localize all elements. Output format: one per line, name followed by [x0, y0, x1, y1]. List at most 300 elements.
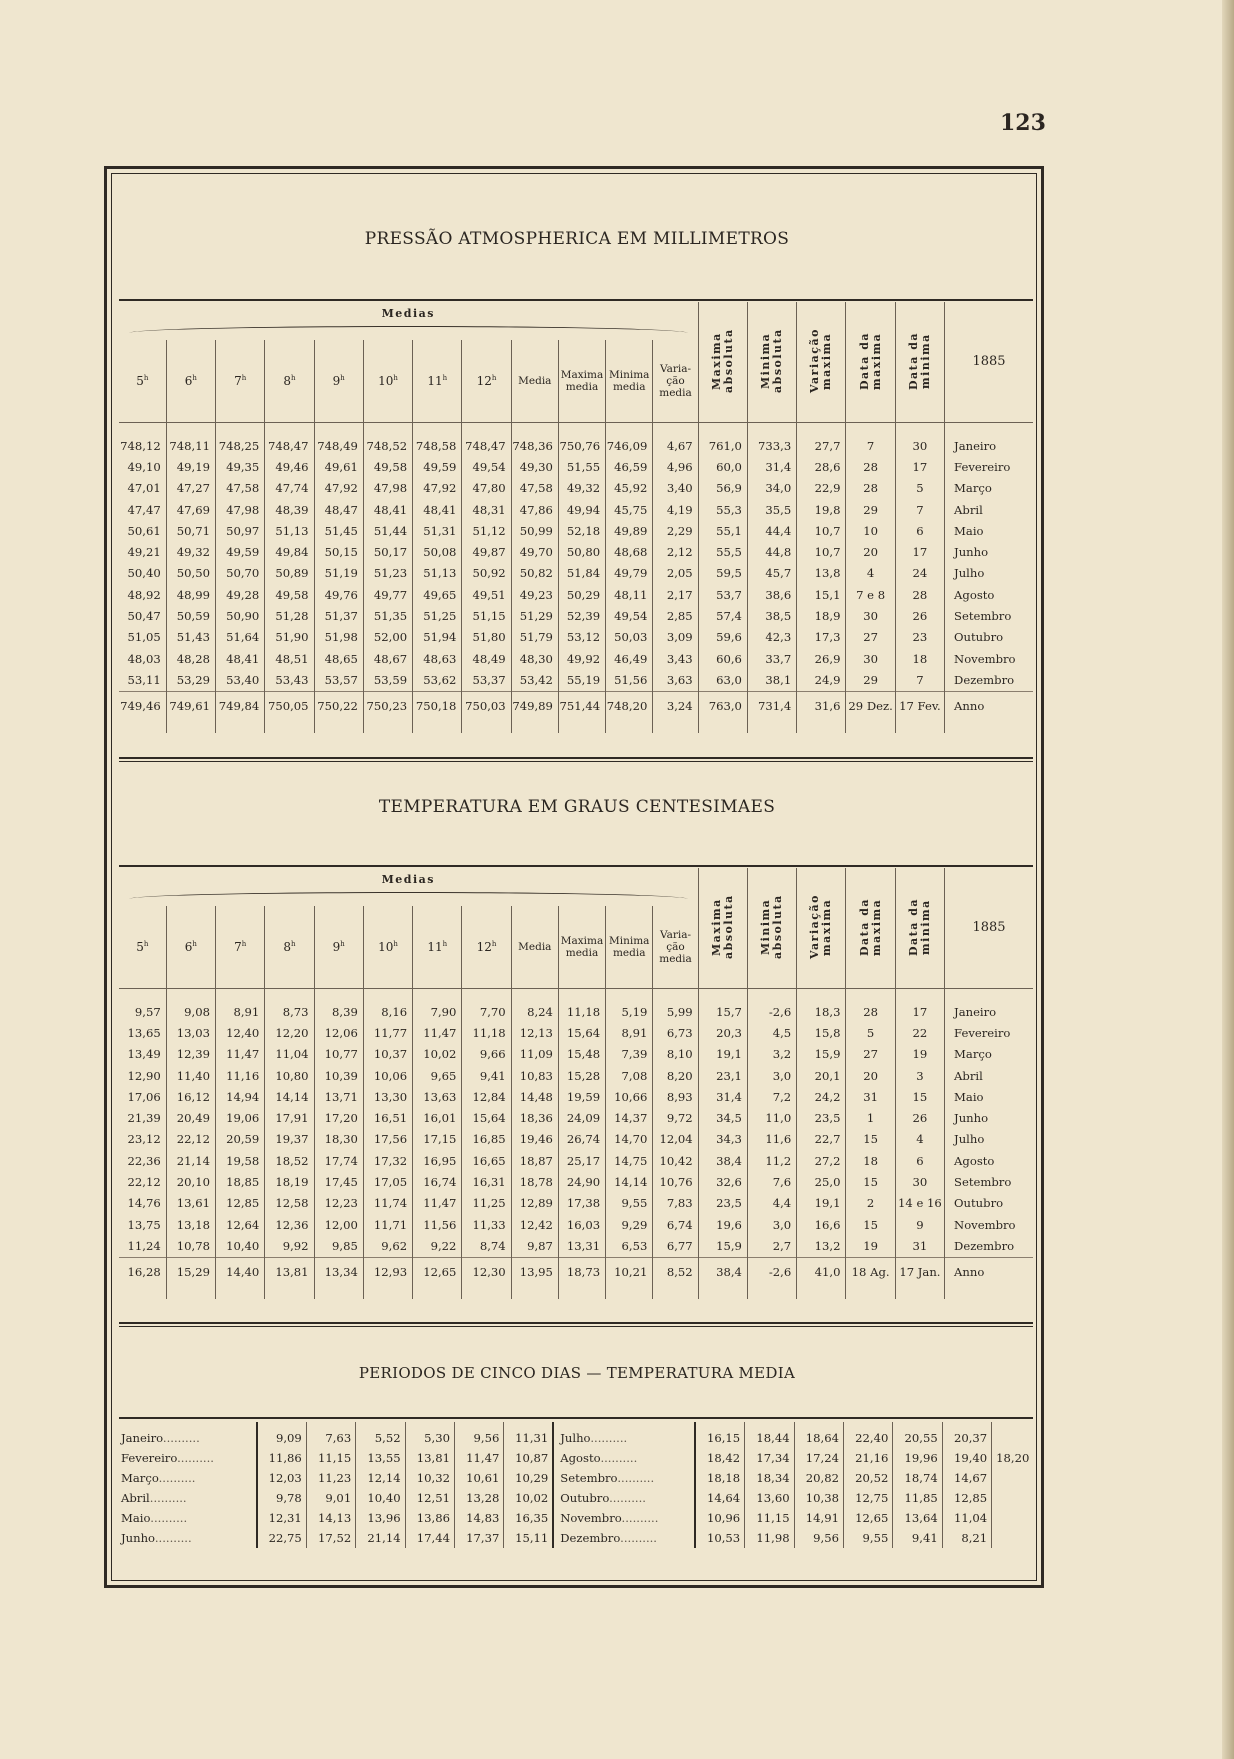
temperature-value-cell: 6,73 — [653, 1022, 698, 1043]
pressure-value-cell: 49,30 — [511, 456, 558, 477]
pressure-col-header-14 — [797, 302, 846, 423]
pressure-value-cell: 55,5 — [698, 541, 747, 562]
pressure-value-cell: 2,29 — [653, 520, 698, 541]
pressure-row — [119, 435, 1033, 456]
pressure-value-cell: 49,23 — [511, 584, 558, 605]
pressure-hour-sup-4: h — [340, 374, 345, 382]
temperature-value-cell: 19,06 — [216, 1107, 265, 1128]
temperature-value-cell: 5,19 — [606, 1001, 653, 1022]
pressure-medias-label: Medias — [381, 307, 435, 320]
temperature-value-cell: 18,78 — [511, 1171, 558, 1192]
temperature-value-cell: 18,52 — [265, 1150, 314, 1171]
periods-value-cell: 5,30 — [405, 1422, 454, 1448]
temperature-value-cell: 7,83 — [653, 1193, 698, 1214]
pressure-spacer-cell — [511, 423, 558, 436]
pressure-annual-value: 31,6 — [797, 691, 846, 721]
periods-value-cell: 13,28 — [454, 1488, 503, 1508]
temperature-value-cell: 20,3 — [698, 1022, 747, 1043]
periods-value-cell: 12,51 — [405, 1488, 454, 1508]
temperature-value-cell: 15,48 — [558, 1044, 605, 1065]
pressure-hour-3: 8 — [283, 374, 291, 388]
pressure-spacer-cell — [606, 423, 653, 436]
periods-value-cell: 13,86 — [405, 1508, 454, 1528]
periods-row — [119, 1508, 1033, 1528]
pressure-value-cell: 51,25 — [413, 605, 462, 626]
pressure-value-cell: 49,94 — [558, 499, 605, 520]
pressure-value-cell: 47,92 — [314, 478, 363, 499]
periods-value-cell: 21,16 — [843, 1448, 892, 1468]
pressure-value-cell: 48,67 — [363, 648, 412, 669]
temperature-value-cell: 10,42 — [653, 1150, 698, 1171]
temperature-row — [119, 1171, 1033, 1192]
pressure-value-cell: 27,7 — [797, 435, 846, 456]
pressure-value-cell: 17 — [895, 541, 944, 562]
pressure-value-cell: 45,92 — [606, 478, 653, 499]
temperature-annual-value: 14,40 — [216, 1257, 265, 1287]
pressure-hour-0: 5 — [136, 374, 144, 388]
temperature-annual-value: 18 Ag. — [846, 1257, 895, 1287]
pressure-spacer-cell — [698, 423, 747, 436]
temperature-value-cell: 4 — [895, 1129, 944, 1150]
pressure-value-cell: 51,28 — [265, 605, 314, 626]
temperature-col-header-text-15: Data da maxima — [857, 897, 883, 956]
temperature-value-cell: 11,25 — [462, 1193, 511, 1214]
periods-month-cell — [119, 1528, 257, 1548]
periods-value-cell: 11,47 — [454, 1448, 503, 1468]
temperature-value-cell: 7,39 — [606, 1044, 653, 1065]
pressure-month-cell: Junho — [945, 541, 1033, 562]
temperature-value-cell: 1 — [846, 1107, 895, 1128]
pressure-value-cell: 59,6 — [698, 627, 747, 648]
temperature-hour-2: 7 — [234, 940, 242, 954]
pressure-value-cell: 34,0 — [747, 478, 796, 499]
temperature-value-cell: 12,06 — [314, 1022, 363, 1043]
temperature-tail-row — [119, 1287, 1033, 1299]
temperature-value-cell: 27 — [846, 1044, 895, 1065]
periods-value-cell: 18,74 — [893, 1468, 942, 1488]
temperature-col-header-8 — [511, 906, 558, 989]
temperature-value-cell: 18,19 — [265, 1171, 314, 1192]
pressure-value-cell: 48,47 — [314, 499, 363, 520]
temperature-tail-cell — [216, 1287, 265, 1299]
temperature-value-cell: 9,66 — [462, 1044, 511, 1065]
pressure-annual-value: 29 Dez. — [846, 691, 895, 721]
pressure-tail-cell — [797, 721, 846, 733]
temperature-value-cell: 7,2 — [747, 1086, 796, 1107]
periods-value-cell: 10,53 — [695, 1528, 744, 1548]
pressure-value-cell: 22,9 — [797, 478, 846, 499]
pressure-value-cell: 48,92 — [127, 587, 161, 602]
temperature-col-header-3 — [265, 906, 314, 989]
temperature-value-cell: 31 — [895, 1235, 944, 1257]
temperature-value-cell: 16,74 — [413, 1171, 462, 1192]
pressure-value-cell: 50,99 — [511, 520, 558, 541]
periods-row — [119, 1422, 1033, 1448]
periods-month-cell — [119, 1488, 257, 1508]
pressure-value-cell: 51,12 — [462, 520, 511, 541]
temperature-row — [119, 1001, 1033, 1022]
temperature-row — [119, 1150, 1033, 1171]
temperature-tail-cell — [606, 1287, 653, 1299]
temperature-value-cell: 3,0 — [747, 1214, 796, 1235]
temperature-month-cell: Março — [945, 1044, 1033, 1065]
pressure-value-cell: 29 — [846, 499, 895, 520]
temperature-spacer-cell — [413, 989, 462, 1002]
periods-month-cell — [553, 1422, 695, 1448]
pressure-value-cell: 49,65 — [413, 584, 462, 605]
temperature-value-cell: 8,39 — [314, 1001, 363, 1022]
pressure-value-cell: 51,84 — [558, 563, 605, 584]
temperature-spacer-cell — [895, 989, 944, 1002]
periods-month-label: Dezembro — [560, 1531, 621, 1545]
pressure-value-cell: 59,5 — [698, 563, 747, 584]
pressure-month-cell: Abril — [945, 499, 1033, 520]
temperature-tail-cell — [895, 1287, 944, 1299]
pressure-value-cell: 24 — [895, 563, 944, 584]
temperature-value-cell: 13,49 — [127, 1047, 161, 1062]
pressure-annual-value: 731,4 — [747, 691, 796, 721]
periods-leader-dots: .......... — [162, 1431, 200, 1445]
pressure-value-cell: 28,6 — [797, 456, 846, 477]
periods-top-rule — [119, 1417, 1033, 1419]
pressure-col-header-9 — [558, 340, 605, 423]
pressure-row — [119, 541, 1033, 562]
periods-month-cell — [553, 1448, 695, 1468]
periods-month-cell — [119, 1422, 257, 1448]
temperature-value-cell: 18,36 — [511, 1107, 558, 1128]
periods-row — [119, 1448, 1033, 1468]
temperature-row — [119, 1107, 1033, 1128]
pressure-value-cell: 48,39 — [265, 499, 314, 520]
temperature-value-cell: 15,28 — [558, 1065, 605, 1086]
pressure-tail-cell — [265, 721, 314, 733]
temperature-value-cell: 17 — [895, 1001, 944, 1022]
temperature-value-cell: 12,00 — [314, 1214, 363, 1235]
pressure-value-cell: 50,29 — [558, 584, 605, 605]
periods-month-label: Agosto — [560, 1451, 601, 1465]
pressure-value-cell: 7 — [846, 435, 895, 456]
temperature-col-header-12 — [698, 868, 747, 989]
temperature-col-header-9 — [558, 906, 605, 989]
pressure-value-cell: 50,97 — [216, 520, 265, 541]
periods-value-cell: 10,32 — [405, 1468, 454, 1488]
temperature-value-cell: 13,18 — [166, 1214, 215, 1235]
pressure-annual-value: 749,89 — [511, 691, 558, 721]
periods-value-cell: 18,44 — [745, 1422, 794, 1448]
pressure-col-header-13 — [747, 302, 796, 423]
pressure-col-header-3 — [265, 340, 314, 423]
pressure-value-cell: 31,4 — [747, 456, 796, 477]
temperature-spacer-cell — [653, 989, 698, 1002]
pressure-col-header-text-12: Maxima absoluta — [709, 328, 735, 393]
pressure-value-cell: 47,47 — [127, 502, 161, 517]
pressure-value-cell: 45,7 — [747, 563, 796, 584]
pressure-value-cell: 48,41 — [216, 648, 265, 669]
temperature-value-cell: 34,5 — [698, 1107, 747, 1128]
pressure-value-cell: 51,05 — [127, 630, 161, 645]
temperature-bottom-rule — [119, 1322, 1033, 1324]
pressure-tail-cell — [698, 721, 747, 733]
pressure-value-cell: 52,00 — [363, 627, 412, 648]
pressure-spacer-cell — [895, 423, 944, 436]
temperature-value-cell: 9 — [895, 1214, 944, 1235]
periods-value-cell: 18,34 — [745, 1468, 794, 1488]
pressure-col-header-5 — [363, 340, 412, 423]
pressure-annual-value: 749,84 — [216, 691, 265, 721]
temperature-value-cell: 11,24 — [127, 1238, 161, 1253]
pressure-col-header-text-11: Varia-ção media — [659, 363, 692, 399]
temperature-value-cell: 11,47 — [413, 1193, 462, 1214]
pressure-value-cell: 48,63 — [413, 648, 462, 669]
temperature-value-cell: 16,01 — [413, 1107, 462, 1128]
pressure-hour-sup-3: h — [290, 374, 296, 382]
temperature-col-header-2 — [216, 906, 265, 989]
temperature-tail-cell — [166, 1287, 215, 1299]
temperature-value-cell: 12,20 — [265, 1022, 314, 1043]
pressure-value-cell: 63,0 — [698, 669, 747, 691]
temperature-value-cell: 12,13 — [511, 1022, 558, 1043]
pressure-value-cell: 28 — [895, 584, 944, 605]
temperature-annual-label: Anno — [945, 1257, 1033, 1287]
temperature-value-cell: 3,0 — [747, 1065, 796, 1086]
pressure-month-cell: Janeiro — [945, 435, 1033, 456]
temperature-col-header-text-13: Minima absoluta — [759, 894, 785, 959]
pressure-value-cell: 50,92 — [462, 563, 511, 584]
temperature-value-cell: 11,47 — [216, 1044, 265, 1065]
pressure-value-cell: 50,90 — [216, 605, 265, 626]
periods-leader-dots: .......... — [621, 1511, 659, 1525]
periods-value-cell: 12,85 — [942, 1488, 991, 1508]
pressure-spacer-cell — [265, 423, 314, 436]
temperature-value-cell: 17,91 — [265, 1107, 314, 1128]
temperature-col-header-text-11: Varia-ção media — [659, 929, 692, 965]
pressure-spacer-cell — [363, 423, 412, 436]
pressure-spacer-cell — [413, 423, 462, 436]
pressure-col-header-7 — [462, 340, 511, 423]
periods-value-cell: 12,03 — [257, 1468, 306, 1488]
periods-value-cell: 17,34 — [745, 1448, 794, 1468]
pressure-hour-7: 12 — [476, 374, 492, 388]
temperature-value-cell: 9,72 — [653, 1107, 698, 1128]
periods-extra-cell — [992, 1488, 1033, 1508]
temperature-top-rule — [119, 865, 1033, 867]
temperature-annual-value: 8,52 — [653, 1257, 698, 1287]
pressure-value-cell: 761,0 — [698, 435, 747, 456]
pressure-value-cell: 50,15 — [314, 541, 363, 562]
pressure-value-cell: 47,69 — [166, 499, 215, 520]
periods-leader-dots: .......... — [617, 1471, 655, 1485]
temperature-month-cell: Janeiro — [945, 1001, 1033, 1022]
temperature-value-cell: 25,0 — [797, 1171, 846, 1192]
temperature-value-cell: 22 — [895, 1022, 944, 1043]
temperature-value-cell: 9,87 — [511, 1235, 558, 1257]
temperature-col-header-text-9: Maxima media — [560, 935, 604, 959]
periods-value-cell: 10,02 — [504, 1488, 553, 1508]
temperature-hour-5: 10 — [378, 940, 394, 954]
pressure-value-cell: 49,59 — [216, 541, 265, 562]
pressure-value-cell: 53,57 — [314, 669, 363, 691]
pressure-value-cell: 51,19 — [314, 563, 363, 584]
temperature-value-cell: 19,59 — [558, 1086, 605, 1107]
temperature-col-header-7 — [462, 906, 511, 989]
temperature-col-header-text-16: Data da minima — [906, 897, 932, 956]
temperature-value-cell: 22,36 — [127, 1153, 161, 1168]
temperature-value-cell: 4,5 — [747, 1022, 796, 1043]
periods-month-label: Fevereiro — [121, 1451, 178, 1465]
pressure-hour-6: 11 — [427, 374, 443, 388]
pressure-value-cell: 51,35 — [363, 605, 412, 626]
pressure-spacer-cell — [653, 423, 698, 436]
periods-value-cell: 9,41 — [893, 1528, 942, 1548]
pressure-value-cell: 51,23 — [363, 563, 412, 584]
periods-value-cell: 14,13 — [306, 1508, 355, 1528]
pressure-row — [119, 563, 1033, 584]
periods-row — [119, 1528, 1033, 1548]
temperature-value-cell: 13,61 — [166, 1193, 215, 1214]
pressure-value-cell: 53,40 — [216, 669, 265, 691]
pressure-value-cell: 48,30 — [511, 648, 558, 669]
pressure-annual-value: 750,03 — [462, 691, 511, 721]
periods-month-cell — [119, 1448, 257, 1468]
pressure-value-cell: 49,77 — [363, 584, 412, 605]
pressure-value-cell: 50,40 — [127, 566, 161, 581]
temperature-spacer-cell — [797, 989, 846, 1002]
pressure-value-cell: 2,85 — [653, 605, 698, 626]
temperature-value-cell: 11,18 — [558, 1001, 605, 1022]
temperature-value-cell: 15,9 — [797, 1044, 846, 1065]
temperature-tail-cell — [363, 1287, 412, 1299]
periods-leader-dots: .......... — [158, 1471, 196, 1485]
temperature-value-cell: 9,57 — [134, 1004, 161, 1019]
pressure-spacer-cell — [558, 423, 605, 436]
pressure-tail-cell — [462, 721, 511, 733]
temperature-value-cell: 2 — [846, 1193, 895, 1214]
periods-value-cell: 12,14 — [356, 1468, 405, 1488]
pressure-value-cell: 38,5 — [747, 605, 796, 626]
temperature-value-cell: 19,58 — [216, 1150, 265, 1171]
pressure-value-cell: 48,03 — [127, 651, 161, 666]
temperature-value-cell: 17,15 — [413, 1129, 462, 1150]
pressure-value-cell: 4,67 — [653, 435, 698, 456]
periods-value-cell: 9,01 — [306, 1488, 355, 1508]
temperature-value-cell: 12,58 — [265, 1193, 314, 1214]
temperature-value-cell: -2,6 — [747, 1001, 796, 1022]
periods-month-label: Maio — [121, 1511, 151, 1525]
pressure-value-cell: 49,79 — [606, 563, 653, 584]
temperature-value-cell: 9,85 — [314, 1235, 363, 1257]
pressure-row — [119, 499, 1033, 520]
temperature-month-cell: Outubro — [945, 1193, 1033, 1214]
pressure-value-cell: 49,21 — [127, 545, 161, 560]
temperature-tail-cell — [698, 1287, 747, 1299]
temperature-value-cell: 11,09 — [511, 1044, 558, 1065]
temperature-value-cell: 30 — [895, 1171, 944, 1192]
temperature-spacer-cell — [363, 989, 412, 1002]
temperature-value-cell: 8,10 — [653, 1044, 698, 1065]
temperature-value-cell: 12,42 — [511, 1214, 558, 1235]
temperature-annual-value: -2,6 — [747, 1257, 796, 1287]
pressure-annual-value: 749,61 — [166, 691, 215, 721]
temperature-row — [119, 1214, 1033, 1235]
pressure-value-cell: 49,54 — [606, 605, 653, 626]
temperature-value-cell: 15,8 — [797, 1022, 846, 1043]
pressure-value-cell: 26 — [895, 605, 944, 626]
periods-value-cell: 12,31 — [257, 1508, 306, 1528]
pressure-value-cell: 50,61 — [127, 523, 161, 538]
periods-value-cell: 14,83 — [454, 1508, 503, 1528]
temperature-hour-0: 5 — [136, 940, 144, 954]
periods-month-label: Março — [121, 1471, 159, 1485]
pressure-annual-value: 17 Fev. — [895, 691, 944, 721]
temperature-annual-value: 15,29 — [166, 1257, 215, 1287]
page-number: 123 — [1000, 110, 1046, 136]
temperature-value-cell: 20,49 — [166, 1107, 215, 1128]
periods-value-cell: 14,91 — [794, 1508, 843, 1528]
pressure-value-cell: 53,42 — [511, 669, 558, 691]
temperature-value-cell: 13,2 — [797, 1235, 846, 1257]
periods-value-cell: 10,38 — [794, 1488, 843, 1508]
temperature-value-cell: 12,23 — [314, 1193, 363, 1214]
periods-value-cell: 11,15 — [306, 1448, 355, 1468]
pressure-tail-cell — [216, 721, 265, 733]
pressure-value-cell: 57,4 — [698, 605, 747, 626]
temperature-header-row — [119, 868, 1033, 906]
temperature-spacer-cell — [698, 989, 747, 1002]
pressure-value-cell: 38,1 — [747, 669, 796, 691]
temperature-value-cell: 15 — [846, 1171, 895, 1192]
temperature-tail-cell — [413, 1287, 462, 1299]
temperature-value-cell: 12,84 — [462, 1086, 511, 1107]
temperature-value-cell: 25,17 — [558, 1150, 605, 1171]
periods-value-cell: 16,35 — [504, 1508, 553, 1528]
periods-leader-dots: .......... — [177, 1451, 214, 1465]
periods-value-cell: 10,96 — [695, 1508, 744, 1528]
periods-extra-cell — [992, 1468, 1033, 1488]
temperature-value-cell: 14,94 — [216, 1086, 265, 1107]
pressure-value-cell: 6 — [895, 520, 944, 541]
temperature-value-cell: 5,99 — [653, 1001, 698, 1022]
temperature-value-cell: 19 — [846, 1235, 895, 1257]
pressure-value-cell: 4,19 — [653, 499, 698, 520]
temperature-value-cell: 17,05 — [363, 1171, 412, 1192]
pressure-spacer-cell — [747, 423, 796, 436]
temperature-value-cell: 19,37 — [265, 1129, 314, 1150]
temperature-row — [119, 1235, 1033, 1257]
temperature-value-cell: 13,31 — [558, 1235, 605, 1257]
periods-value-cell: 10,61 — [454, 1468, 503, 1488]
temperature-value-cell: 10,80 — [265, 1065, 314, 1086]
temperature-spacer-cell — [119, 989, 166, 1002]
temperature-spacer-cell — [606, 989, 653, 1002]
pressure-value-cell: 47,27 — [166, 478, 215, 499]
pressure-header-row — [119, 302, 1033, 340]
temperature-value-cell: 11,56 — [413, 1214, 462, 1235]
pressure-value-cell: 53,7 — [698, 584, 747, 605]
temperature-value-cell: 14,37 — [606, 1107, 653, 1128]
temperature-value-cell: 13,75 — [127, 1217, 161, 1232]
pressure-col-header-6 — [413, 340, 462, 423]
periods-value-cell: 17,52 — [306, 1528, 355, 1548]
pressure-table — [119, 302, 1033, 733]
temperature-value-cell: 12,90 — [127, 1068, 161, 1083]
temperature-value-cell: 10,02 — [413, 1044, 462, 1065]
temperature-value-cell: 15 — [895, 1086, 944, 1107]
pressure-col-header-text-16: Data da minima — [906, 331, 932, 390]
temperature-value-cell: 19,1 — [698, 1044, 747, 1065]
pressure-value-cell: 50,59 — [166, 605, 215, 626]
periods-leader-dots: .......... — [609, 1491, 646, 1505]
temperature-value-cell: 9,08 — [166, 1001, 215, 1022]
